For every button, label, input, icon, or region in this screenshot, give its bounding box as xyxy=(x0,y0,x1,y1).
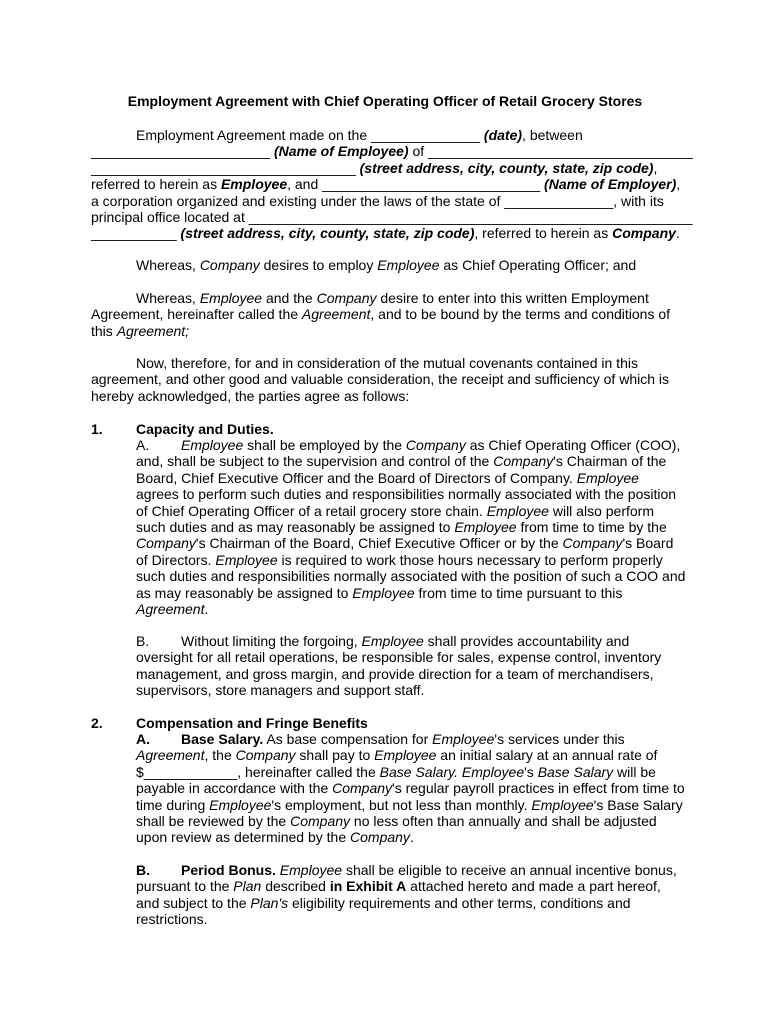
now-line: hereby acknowledged, the parties agree as follows: xyxy=(91,387,410,404)
whereas-line: Agreement, hereinafter called the Agreement, and to be bound by the terms and conditions of xyxy=(91,306,671,323)
intro-line: principal office located at _________________________________________________________ xyxy=(91,208,693,225)
section-line: and subject to the Plan's eligibility requirements and other terms, conditions and xyxy=(136,894,631,911)
section-2b xyxy=(136,862,696,928)
intro-line: ___________ (street address, city, county, state, zip code), referred to herein as Company. xyxy=(91,225,680,242)
section-1-heading: Capacity and Duties. xyxy=(136,421,274,437)
section-1a xyxy=(136,437,696,617)
section-line: pursuant to the Plan described in Exhibit A attached hereto and made a part hereof, xyxy=(136,878,661,895)
section-line: supervisors, store managers and support staff. xyxy=(136,682,425,699)
section-line: A. Base Salary. As base compensation for Employee's services under this xyxy=(136,731,625,747)
section-line: B. Period Bonus. Employee shall be eligible to receive an annual incentive bonus, xyxy=(136,862,677,878)
intro-line: __________________________________ (street address, city, county, state, zip code), xyxy=(91,159,658,176)
now-therefore-paragraph xyxy=(91,355,681,404)
intro-line: referred to herein as Employee, and ____________________________ (Name of Employer), xyxy=(91,176,681,193)
whereas-line: Whereas, Employee and the Company desire to enter into this written Employment xyxy=(136,290,649,306)
section-2-heading: Compensation and Fringe Benefits xyxy=(136,715,368,731)
section-line: such duties and responsibilities normally associated with the position of such a COO and xyxy=(136,568,686,585)
whereas-line: Whereas, Company desires to employ Employee as Chief Operating Officer; and xyxy=(136,257,637,273)
whereas-paragraph-2 xyxy=(91,290,681,339)
section-line: Agreement, the Company shall pay to Employee an initial salary at an annual rate of xyxy=(136,747,658,764)
intro-line: a corporation organized and existing under the laws of the state of ______________, with its xyxy=(91,192,664,209)
section-2a xyxy=(136,731,696,846)
section-line: A. Employee shall be employed by the Company as Chief Operating Officer (COO), xyxy=(136,437,681,453)
intro-line: Employment Agreement made on the ______________ (date), between xyxy=(136,127,583,143)
section-line: and, shall be subject to the supervision and control of the Company's Chairman of the xyxy=(136,453,667,470)
section-line: payable in accordance with the Company's regular payroll practices in effect from time to xyxy=(136,780,685,797)
document-title: Employment Agreement with Chief Operating Officer of Retail Grocery Stores xyxy=(127,93,643,109)
section-1b xyxy=(136,633,696,699)
section-line: $____________, hereinafter called the Base Salary. Employee's Base Salary will be xyxy=(136,763,656,780)
section-line: Agreement. xyxy=(136,600,209,617)
section-line: B. Without limiting the forgoing, Employee shall provides accountability and xyxy=(136,633,630,649)
section-1-number: 1. xyxy=(91,421,103,437)
section-line: upon review as determined by the Company. xyxy=(136,829,414,846)
section-line: shall be reviewed by the Company no less often than annually and shall be adjusted xyxy=(136,812,657,829)
whereas-line: this Agreement; xyxy=(91,322,190,339)
section-line: Board, Chief Executive Officer and the Board of Directors of Company. Employee xyxy=(136,469,639,486)
intro-line: _______________________ (Name of Employee) of __________________________________ xyxy=(91,143,693,160)
section-2-number: 2. xyxy=(91,715,103,731)
section-line: as may reasonably be assigned to Employee from time to time pursuant to this xyxy=(136,584,623,601)
section-line: such duties and as may reasonably be assigned to Employee from time to time by the xyxy=(136,518,667,535)
section-line: restrictions. xyxy=(136,911,208,928)
section-line: Company's Chairman of the Board, Chief Executive Officer or by the Company's Board xyxy=(136,535,674,552)
whereas-paragraph-1 xyxy=(91,257,681,273)
section-line: of Directors. Employee is required to work those hours necessary to perform properly xyxy=(136,551,663,568)
section-line: of Chief Operating Officer of a retail grocery store chain. Employee will also perform xyxy=(136,502,654,519)
now-line: Now, therefore, for and in consideration of the mutual covenants contained in this xyxy=(136,355,638,371)
intro-paragraph xyxy=(91,127,693,242)
section-line: time during Employee's employment, but not less than monthly. Employee's Base Salary xyxy=(136,796,683,813)
section-line: oversight for all retail operations, be responsible for sales, expense control, inventory xyxy=(136,649,662,666)
now-line: agreement, and other good and valuable consideration, the receipt and sufficiency of which is xyxy=(91,371,669,388)
section-line: agrees to perform such duties and responsibilities normally associated with the position xyxy=(136,486,677,503)
section-line: management, and gross margin, and provide direction for a team of merchandisers, xyxy=(136,665,654,682)
